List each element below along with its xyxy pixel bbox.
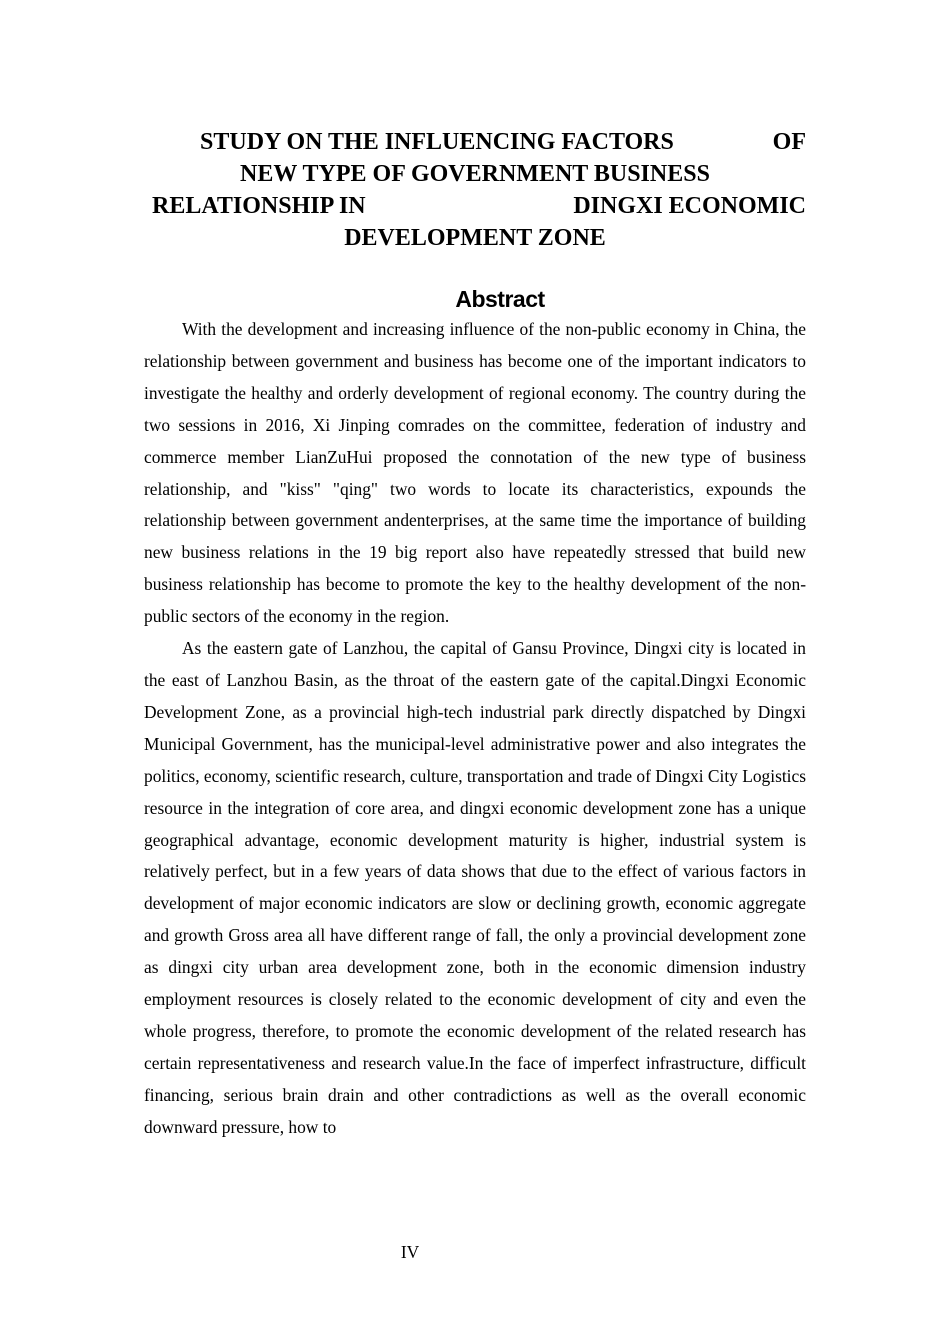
page-number: IV xyxy=(400,1242,420,1262)
title-line-4: DEVELOPMENT ZONE xyxy=(344,225,606,251)
title-line-1-left: STUDY ON THE INFLUENCING FACTORS xyxy=(200,129,674,155)
title-line-3 xyxy=(144,190,806,222)
document-title xyxy=(144,126,806,254)
title-line-3-left: RELATIONSHIP IN xyxy=(152,193,366,219)
abstract-body xyxy=(144,314,806,1144)
abstract-heading: Abstract xyxy=(455,286,545,312)
abstract-paragraph-1: With the development and increasing influence of the non-public economy in China, the relationship between government and business has become one of the important indicators to investigate the healthy and orderly development of regional economy. The country during the two sessions in 2016, Xi Jinping comrades on the committee, federation of industry and commerce member LianZuHui proposed the connotation of the new type of business relationship, and "kiss" "qing" two words to locate its characteristics, expounds the relationship between government andenterprises, at the same time the importance of building new business relations in the 19 big report also have repeatedly stressed that build new business relationship has become to promote the key to the healthy development of the non-public sectors of the economy in the region. xyxy=(144,319,806,627)
title-line-2: NEW TYPE OF GOVERNMENT BUSINESS xyxy=(240,161,710,187)
title-line-1 xyxy=(144,126,806,158)
title-line-3-right: DINGXI ECONOMIC xyxy=(573,193,806,219)
abstract-paragraph-2: As the eastern gate of Lanzhou, the capital of Gansu Province, Dingxi city is located in the east of Lanzhou Basin, as the throat of the eastern gate of the capital.Dingxi Economic Development Zone, as a provincial high-tech industrial park directly dispatched by Dingxi Municipal Government, has the municipal-level administrative power and also integrates the politics, economy, scientific research, culture, transportation and trade of Dingxi City Logistics resource in the integration of core area, and dingxi economic development zone has a unique geographical advantage, economic development maturity is higher, industrial system is relatively perfect, but in a few years of data shows that due to the effect of various factors in development of major economic indicators are slow or declining growth, economic aggregate and growth Gross area all have different range of fall, the only a provincial development zone as dingxi city urban area development zone, both in the economic dimension industry employment resources is closely related to the economic development of city and even the whole progress, therefore, to promote the economic development of the related research has certain representativeness and research value.In the face of imperfect infrastructure, difficult financing, serious brain drain and other contradictions as well as the overall economic downward pressure, how to xyxy=(144,638,806,1137)
title-line-1-right: OF xyxy=(772,129,806,155)
